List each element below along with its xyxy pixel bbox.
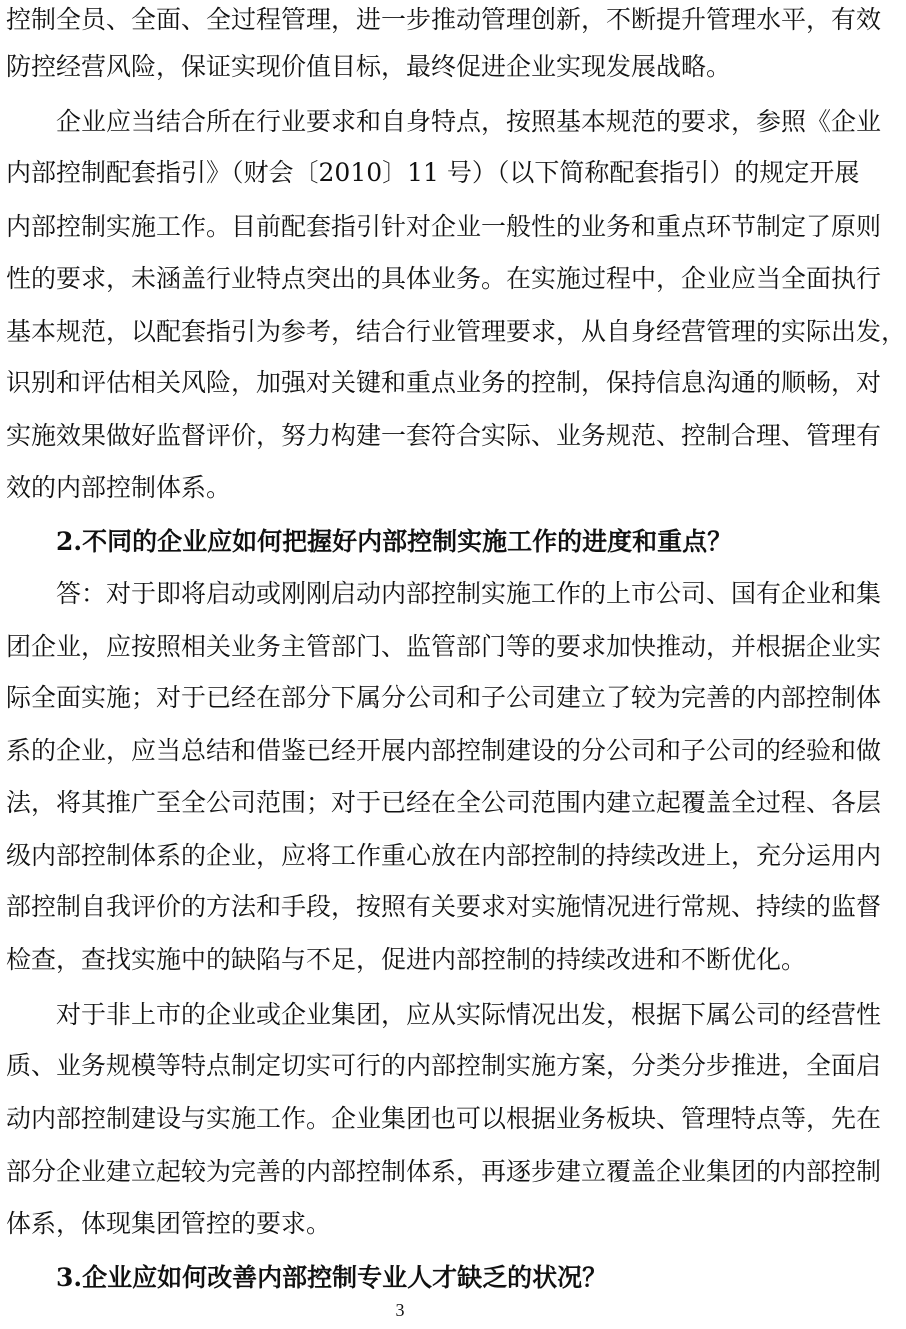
paragraph-line: 体系，体现集团管控的要求。: [6, 1209, 332, 1238]
paragraph-line: 部控制自我评价的方法和手段，按照有关要求对实施情况进行常规、持续的监督: [6, 892, 882, 921]
paragraph-line: 答：对于即将启动或刚刚启动内部控制实施工作的上市公司、国有企业和集: [56, 579, 882, 608]
paragraph-line: 效的内部控制体系。: [6, 473, 232, 502]
paragraph-line: 性的要求，未涵盖行业特点突出的具体业务。在实施过程中，企业应当全面执行: [6, 264, 882, 293]
page-number: 3: [395, 1300, 405, 1320]
paragraph-line: 系的企业，应当总结和借鉴已经开展内部控制建设的分公司和子公司的经验和做: [6, 736, 882, 765]
paragraph-line: 识别和评估相关风险，加强对关键和重点业务的控制，保持信息沟通的顺畅，对: [6, 368, 882, 397]
question-heading: 3.企业应如何改善内部控制专业人才缺乏的状况？: [56, 1263, 608, 1292]
paragraph-line: 际全面实施；对于已经在部分下属分公司和子公司建立了较为完善的内部控制体: [6, 683, 882, 712]
paragraph-line: 团企业，应按照相关业务主管部门、监管部门等的要求加快推动，并根据企业实: [6, 632, 882, 661]
paragraph-line: 实施效果做好监督评价，努力构建一套符合实际、业务规范、控制合理、管理有: [6, 421, 882, 450]
paragraph-line: 级内部控制体系的企业，应将工作重心放在内部控制的持续改进上，充分运用内: [6, 841, 882, 870]
paragraph-line: 企业应当结合所在行业要求和自身特点，按照基本规范的要求，参照《企业: [56, 107, 882, 136]
paragraph-line: 部分企业建立起较为完善的内部控制体系，再逐步建立覆盖企业集团的内部控制: [6, 1157, 882, 1186]
paragraph-line: 防控经营风险，保证实现价值目标，最终促进企业实现发展战略。: [6, 52, 732, 81]
paragraph-line: 法，将其推广至全公司范围；对于已经在全公司范围内建立起覆盖全过程、各层: [6, 788, 882, 817]
question-heading: 2.不同的企业应如何把握好内部控制实施工作的进度和重点？: [56, 527, 733, 556]
paragraph-line: 对于非上市的企业或企业集团，应从实际情况出发，根据下属公司的经营性: [56, 1000, 882, 1029]
paragraph-line: 内部控制配套指引》（财会〔2010〕11 号）（以下简称配套指引）的规定开展: [6, 158, 860, 187]
paragraph-line: 基本规范，以配套指引为参考，结合行业管理要求，从自身经营管理的实际出发，: [6, 317, 906, 346]
paragraph-line: 内部控制实施工作。目前配套指引针对企业一般性的业务和重点环节制定了原则: [6, 212, 882, 241]
paragraph-line: 控制全员、全面、全过程管理，进一步推动管理创新，不断提升管理水平，有效: [6, 5, 882, 34]
paragraph-line: 动内部控制建设与实施工作。企业集团也可以根据业务板块、管理特点等，先在: [6, 1104, 882, 1133]
paragraph-line: 检查，查找实施中的缺陷与不足，促进内部控制的持续改进和不断优化。: [6, 945, 807, 974]
paragraph-line: 质、业务规模等特点制定切实可行的内部控制实施方案，分类分步推进，全面启: [6, 1051, 882, 1080]
